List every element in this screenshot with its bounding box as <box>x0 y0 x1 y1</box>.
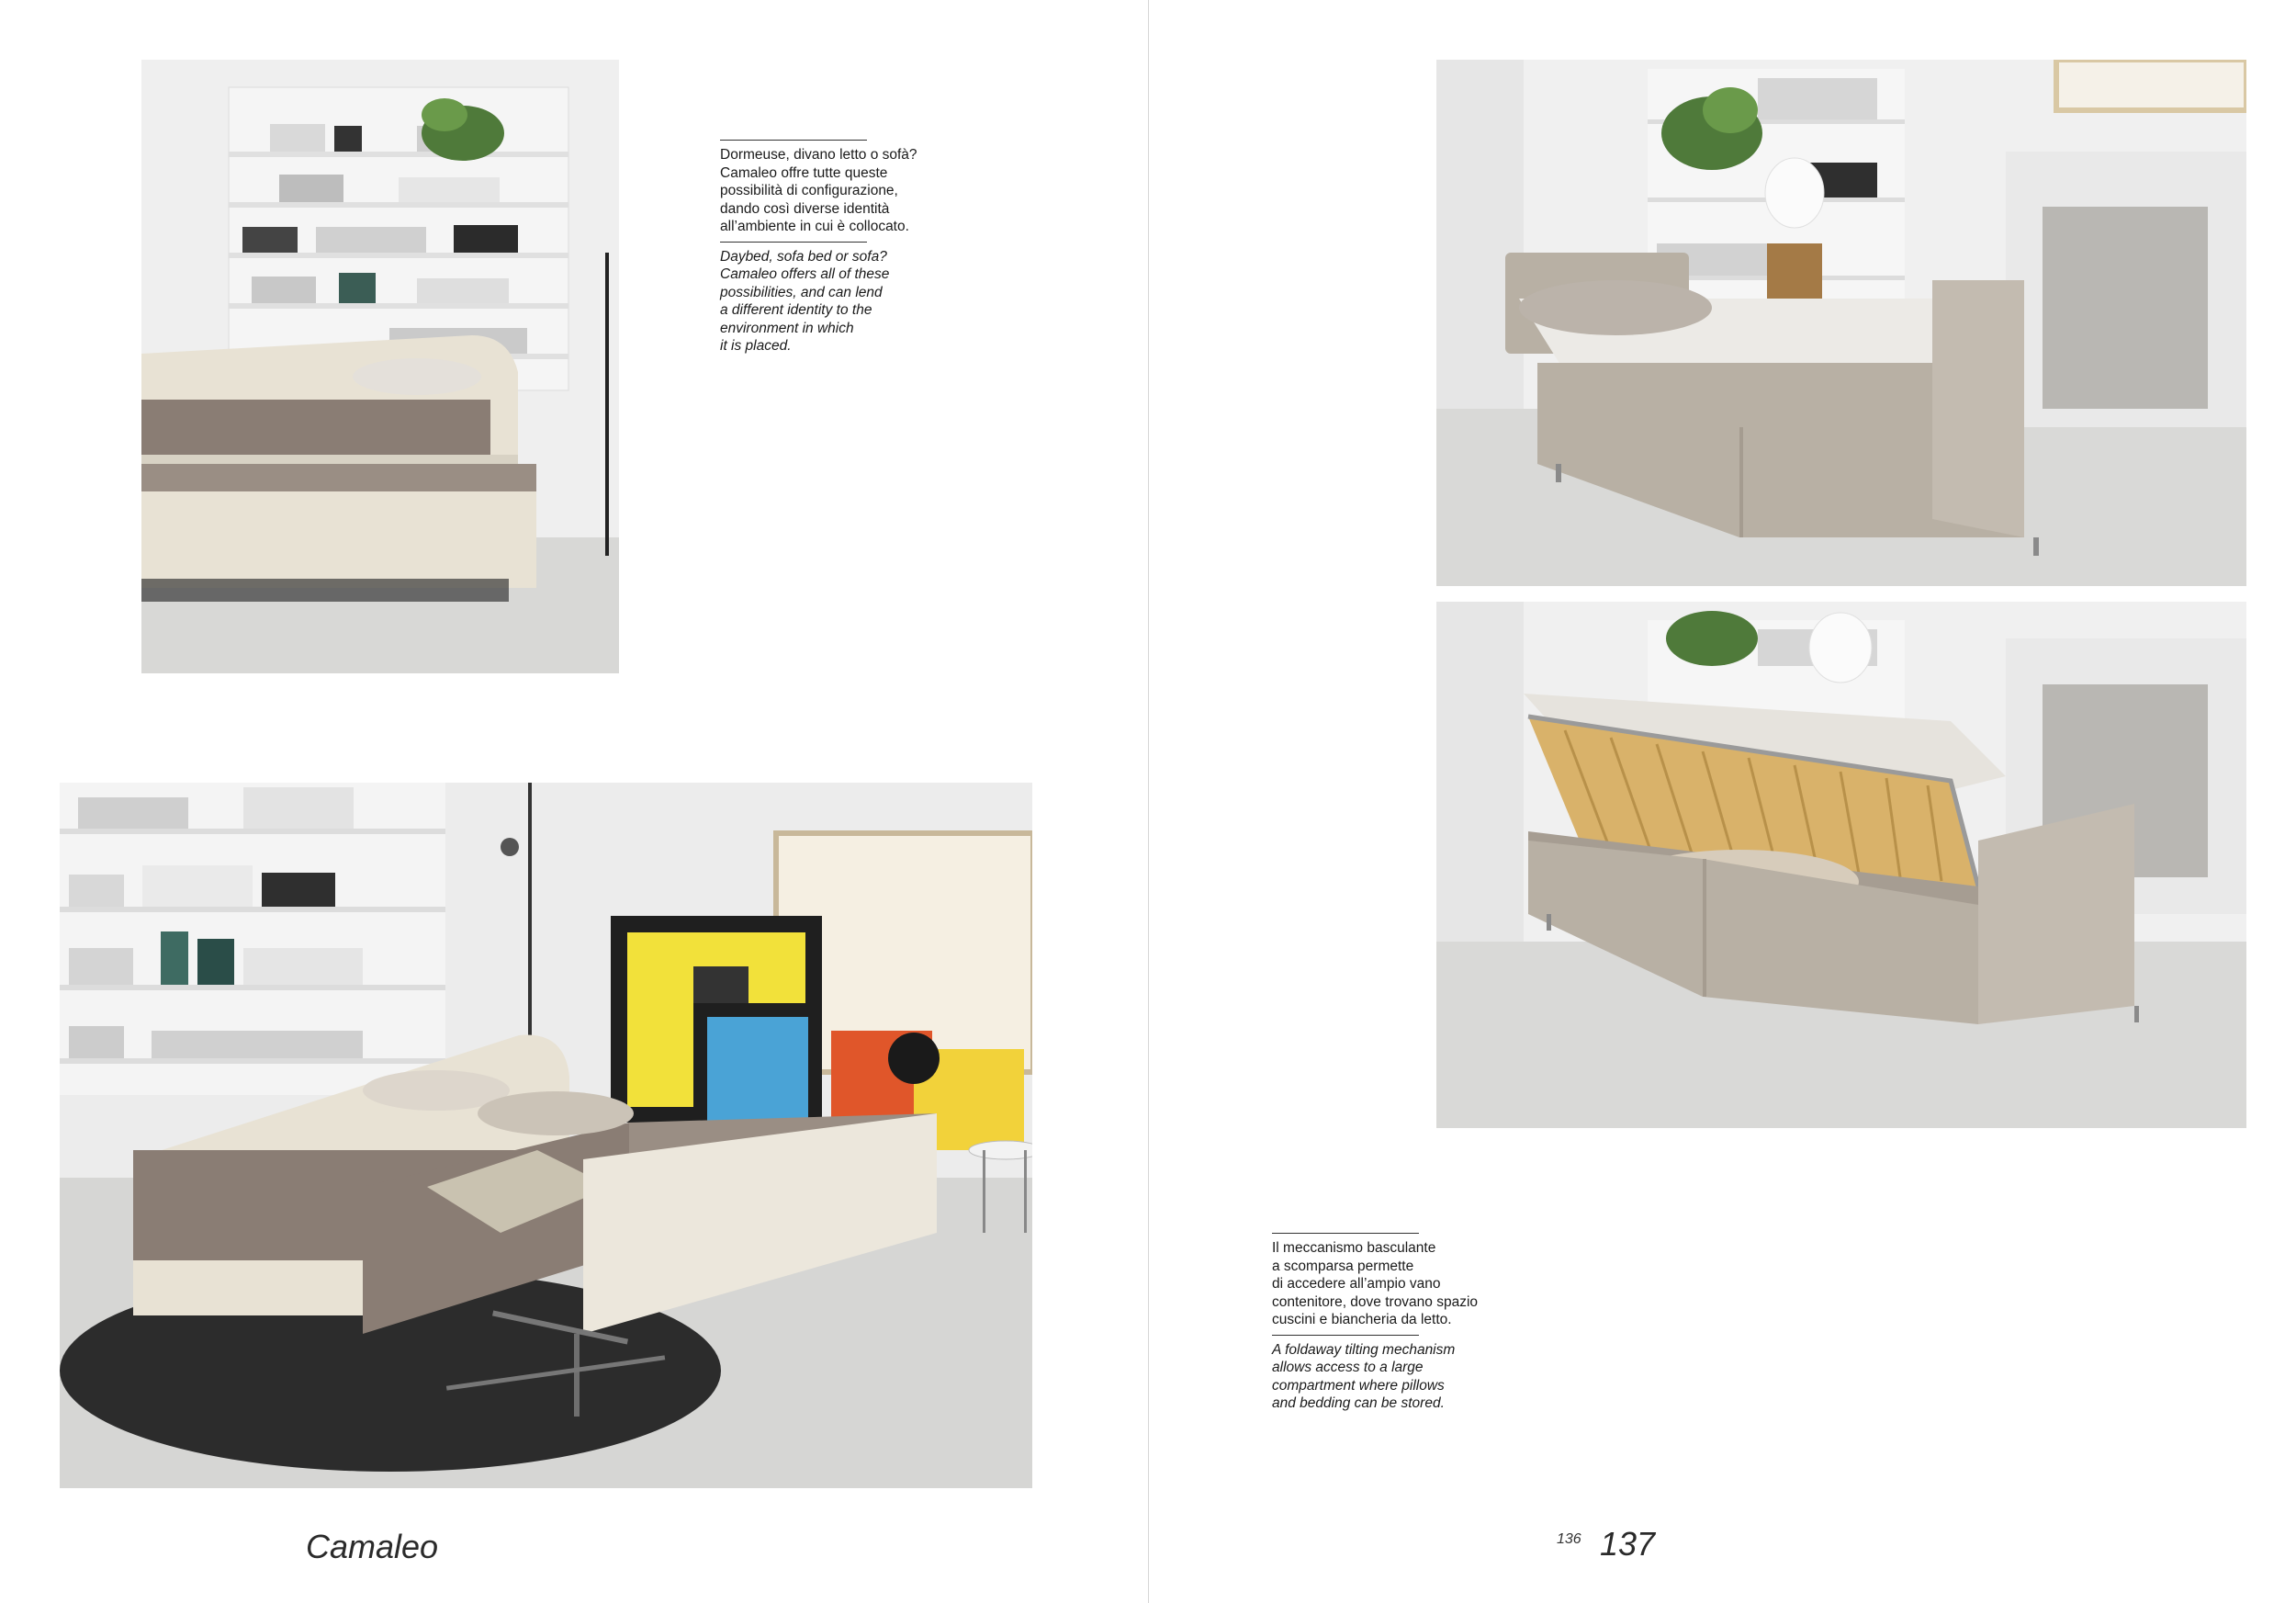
caption-italian-text: Il meccanismo basculante a scomparsa permette di accedere all’ampio vano contenitore, dove trovano spazio cuscini e biancheria da letto. <box>1272 1240 1479 1327</box>
caption-tilting-mechanism <box>1272 1233 1548 1413</box>
photo-single-bed-closed <box>1436 60 2246 586</box>
caption-italian-text: Dormeuse, divano letto o sofà? Camaleo offre tutte queste possibilità di configurazione, dando così diverse identità all’ambiente in cui è collocato. <box>720 147 917 234</box>
page-number-right: 137 <box>1600 1525 1656 1563</box>
caption-divider <box>720 140 867 141</box>
caption-divider <box>720 242 867 243</box>
right-page <box>1149 0 2296 1603</box>
photo-daybed-trundle <box>141 60 619 673</box>
photo-daybed-wide <box>60 783 1032 1488</box>
caption-english-text: A foldaway tilting mechanism allows access to a large compartment where pillows and bedding can be stored. <box>1272 1341 1456 1411</box>
caption-divider <box>1272 1335 1419 1336</box>
page-number-left: 136 <box>1557 1531 1581 1547</box>
photo-single-bed-storage-open <box>1436 602 2246 1128</box>
caption-english-text: Daybed, sofa bed or sofa? Camaleo offers all of these possibilities, and can lend a different identity to the environment in which it is placed. <box>720 248 890 354</box>
product-name: Camaleo <box>306 1528 439 1565</box>
caption-divider <box>1272 1233 1419 1234</box>
caption-daybed-configurations <box>720 140 996 356</box>
